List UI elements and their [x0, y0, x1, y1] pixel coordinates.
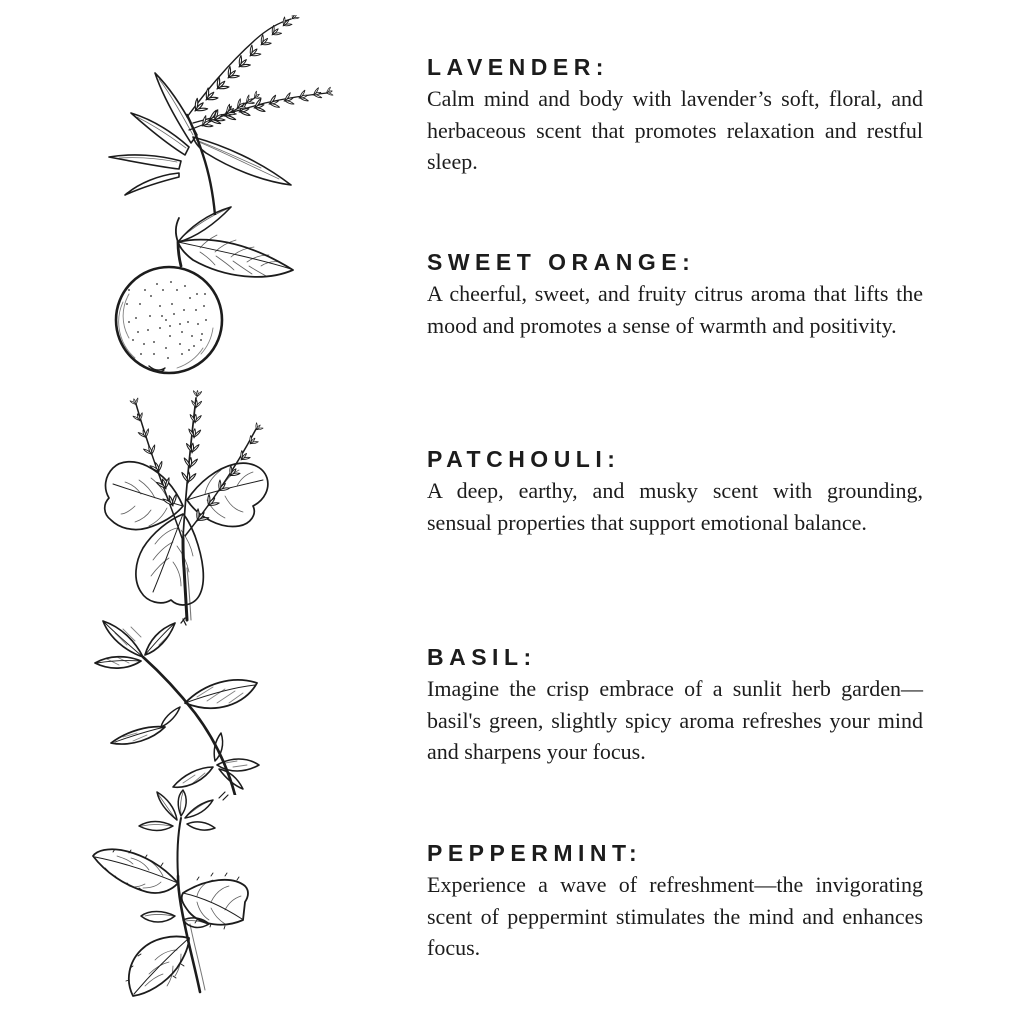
orange-fruit-icon — [105, 198, 300, 378]
peppermint-description: Experience a wave of refreshment—the invigorating scent of peppermint stimulates the mind and enhances focus. — [427, 872, 923, 960]
patchouli-leaves-icon — [95, 388, 285, 623]
lavender-heading: LAVENDER: — [427, 54, 609, 80]
section-sweet-orange — [427, 249, 923, 341]
basil-sprig-illustration — [85, 615, 270, 795]
sweet-orange-heading: SWEET ORANGE: — [427, 249, 696, 275]
lavender-description: Calm mind and body with lavender’s soft, floral, and herbaceous scent that promotes relaxation and restful sleep. — [427, 86, 923, 174]
lavender-sprig-icon — [75, 15, 340, 215]
section-peppermint — [427, 840, 923, 964]
section-basil — [427, 644, 923, 768]
patchouli-leaves-illustration — [95, 388, 285, 623]
section-lavender — [427, 54, 923, 178]
basil-sprig-icon — [85, 615, 270, 795]
peppermint-sprig-icon — [85, 788, 265, 1003]
basil-heading: BASIL: — [427, 644, 537, 670]
peppermint-heading: PEPPERMINT: — [427, 840, 643, 866]
lavender-illustration — [75, 15, 340, 215]
basil-description: Imagine the crisp embrace of a sunlit herb garden—basil's green, slightly spicy aroma refreshes your mind and sharpens your focus. — [427, 676, 923, 764]
sweet-orange-description: A cheerful, sweet, and fruity citrus aroma that lifts the mood and promotes a sense of warmth and positivity. — [427, 281, 923, 338]
patchouli-heading: PATCHOULI: — [427, 446, 621, 472]
section-patchouli — [427, 446, 923, 538]
orange-fruit-illustration — [105, 198, 300, 378]
patchouli-description: A deep, earthy, and musky scent with grounding, sensual properties that support emotional balance. — [427, 478, 923, 535]
peppermint-sprig-illustration — [85, 788, 265, 1003]
